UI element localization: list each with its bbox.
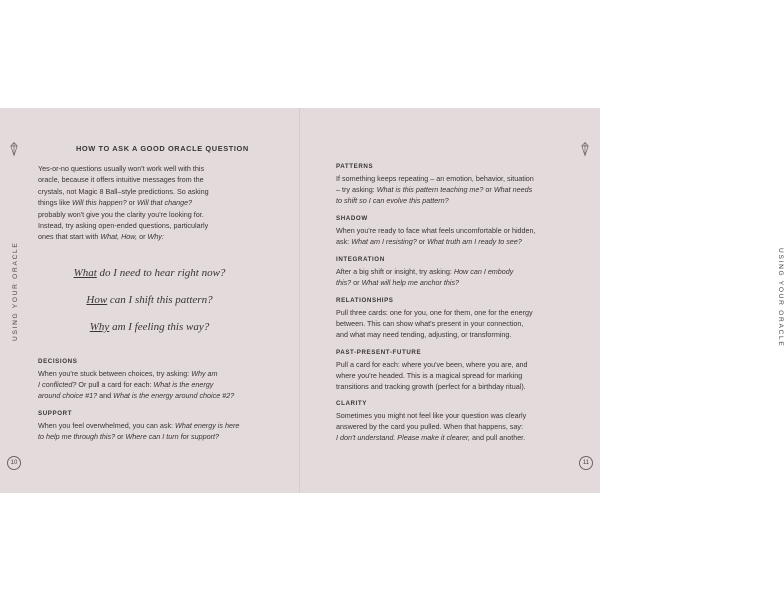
intro-line: Yes-or-no questions usually won't work well with this xyxy=(38,164,205,173)
section-heading: SUPPORT xyxy=(38,410,73,417)
intro-line: probably won't give you the clarity you're looking for. xyxy=(38,209,204,219)
section-body: After a big shift or insight, try asking: How can I embody this? or What will help me anchor this? xyxy=(336,267,514,287)
left-page xyxy=(0,108,299,493)
section-heading: CLARITY xyxy=(336,400,368,407)
section-body: Pull a card for each: where you've been, where you are, and where you're headed. This is a magical spread for marking transitions and tracking growth (perfect for a birthday ritual). xyxy=(336,360,528,391)
section-heading: RELATIONSHIPS xyxy=(336,297,394,304)
example-question: Why am I feeling this way? xyxy=(89,321,210,333)
intro-line: crystals, not Magic 8 Ball–style predictions. So asking xyxy=(38,186,209,196)
section-body: If something keeps repeating – an emotion, behavior, situation – try asking: What is this pattern teaching me? or What needs to shift so I can evolve this pattern? xyxy=(336,174,534,205)
section-heading: SHADOW xyxy=(336,215,368,222)
book-spread xyxy=(0,108,784,493)
running-head: USING YOUR ORACLE xyxy=(776,248,784,348)
section-body: Sometimes you might not feel like your question was clearly answered by the card you pulled. When that happens, say: I don't understand. Please make it clearer, and pull another. xyxy=(336,411,527,442)
section-heading: INTEGRATION xyxy=(336,256,385,263)
crystal-icon xyxy=(10,142,18,156)
page-number: 11 xyxy=(579,456,593,470)
section-body: Pull three cards: one for you, one for them, one for the energy between. This can show what's present in your connection, and what may need tending, adjusting, or transforming. xyxy=(336,308,533,339)
crystal-icon xyxy=(581,142,589,156)
intro-line: ones that start with What, How, or Why: xyxy=(38,232,164,242)
example-question: How can I shift this pattern? xyxy=(86,294,213,306)
intro-line: Instead, try asking open-ended questions, particularly xyxy=(38,221,209,231)
section-heading: PAST-PRESENT-FUTURE xyxy=(336,349,422,356)
section-body: When you're ready to face what feels uncomfortable or hidden, ask: What am I resisting? or What truth am I ready to see? xyxy=(336,226,536,246)
page-number: 10 xyxy=(7,456,21,470)
running-head: USING YOUR ORACLE xyxy=(12,241,19,341)
intro-line: oracle, because it offers intuitive messages from the xyxy=(38,175,204,185)
section-heading: DECISIONS xyxy=(38,358,78,365)
page-heading: HOW TO ASK A GOOD ORACLE QUESTION xyxy=(76,144,249,153)
section-heading: PATTERNS xyxy=(336,163,374,170)
example-question: What do I need to hear right now? xyxy=(73,267,226,279)
right-page xyxy=(300,108,784,493)
section-body: When you feel overwhelmed, you can ask: What energy is here to help me through this? or Where can I turn for support? xyxy=(38,421,240,441)
intro-paragraph xyxy=(38,163,270,243)
intro-line: things like Will this happen? or Will that change? xyxy=(38,198,193,208)
section-body: When you're stuck between choices, try asking: Why am I conflicted? Or pull a card for each: What is the energy around choice #1? and What is the energy around choice #2? xyxy=(38,369,235,400)
